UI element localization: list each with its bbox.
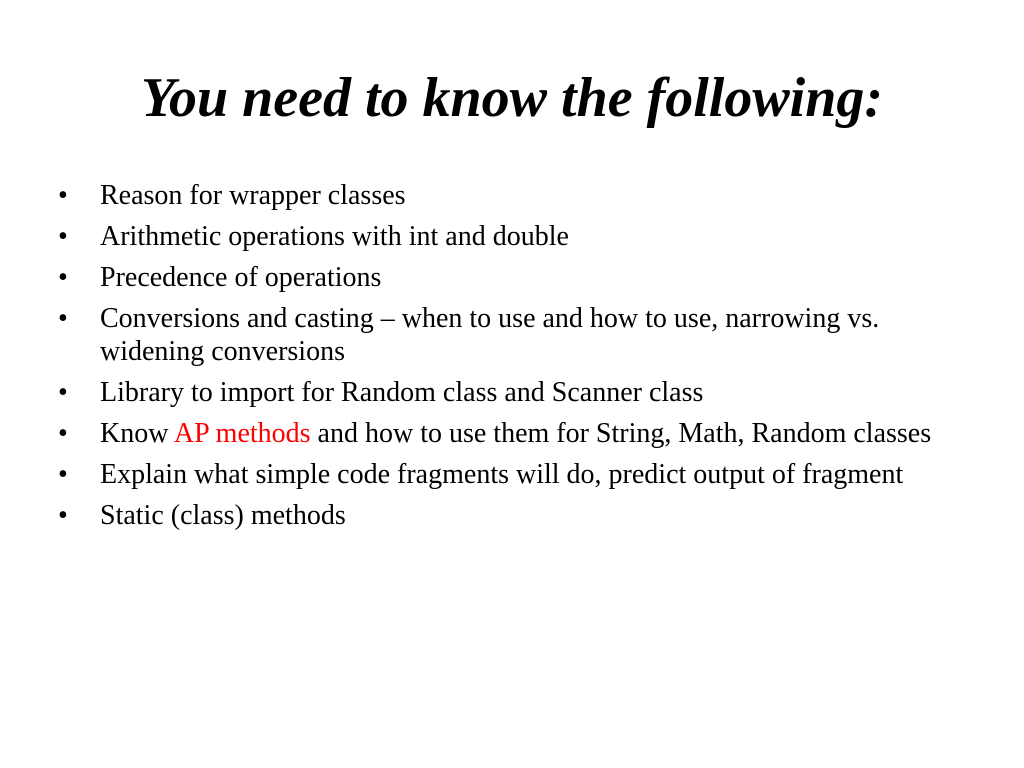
list-item	[58, 261, 978, 294]
bullet-list	[58, 179, 978, 540]
list-item-text: Conversions and casting – when to use and how to use, narrowing vs. widening conversions	[100, 303, 880, 367]
bullet-icon: •	[58, 459, 68, 490]
bullet-icon: •	[58, 180, 68, 211]
list-item	[58, 302, 978, 368]
list-item-text: Library to import for Random class and Scanner class	[100, 377, 704, 408]
bullet-icon: •	[58, 418, 68, 449]
list-item-text-before: Know	[100, 418, 174, 449]
list-item	[58, 499, 978, 532]
bullet-icon: •	[58, 221, 68, 252]
list-item-text	[100, 418, 931, 449]
bullet-icon: •	[58, 303, 68, 334]
list-item-text: Arithmetic operations with int and double	[100, 221, 569, 252]
list-item	[58, 458, 978, 491]
list-item	[58, 376, 978, 409]
list-item	[58, 417, 978, 450]
list-item-text-after: and how to use them for String, Math, Random classes	[310, 418, 932, 449]
list-item-text: Explain what simple code fragments will do, predict output of fragment	[100, 459, 904, 490]
bullet-icon: •	[58, 262, 68, 293]
list-item	[58, 220, 978, 253]
bullet-icon: •	[58, 500, 68, 531]
list-item-text: Static (class) methods	[100, 500, 346, 531]
slide-title: You need to know the following:	[140, 67, 884, 129]
list-item	[58, 179, 978, 212]
highlighted-text: AP methods	[173, 418, 311, 449]
bullet-icon: •	[58, 377, 68, 408]
list-item-text: Precedence of operations	[100, 262, 382, 293]
list-item-text: Reason for wrapper classes	[100, 180, 406, 211]
